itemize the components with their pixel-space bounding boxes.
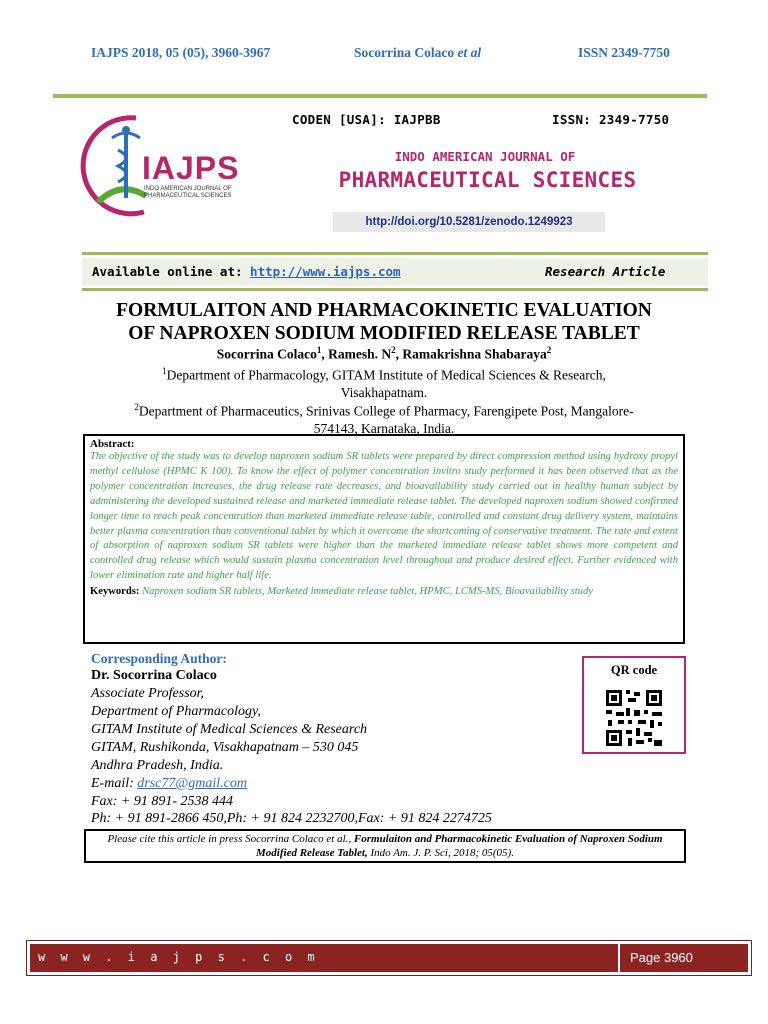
avail-rule-top: [82, 252, 708, 255]
abstract-heading: Abstract:: [90, 438, 135, 450]
corresponding-institute: GITAM Institute of Medical Sciences & Research: [91, 722, 368, 737]
journal-name-big: PHARMACEUTICAL SCIENCES: [338, 168, 637, 192]
keywords-label: Keywords:: [90, 586, 140, 598]
corresponding-state: Andhra Pradesh, India.: [91, 758, 224, 773]
author-1: Socorrina Colaco: [216, 346, 317, 362]
footer-band: [30, 944, 748, 972]
page-number: Page 3960: [618, 944, 748, 972]
coden: CODEN [USA]: IAJPBB: [292, 112, 441, 127]
citation-box: [84, 829, 686, 863]
avail-rule-bottom: [82, 288, 708, 291]
abstract-text: The objective of the study was to develop naproxen sodium SR tablets were prepared by direct compression method using hydroxy propyl methyl cellulose (HPMC K 100). To know the effect of polymer concentration invitro study performed it has been observed that as the polymer concentration increases, the drug release rate decreases, and bioavailability study carried out in healthy human subject by administering the developed sustained release and marketed immediate release tablet. The developed naproxen sodium showed confirmed longer time to reach peak concentration than marketed immediate release table, controlled and constant drug delivery system, maintains better plasma concentration than conventional tablet by which it overcome the shortcoming of conservative treatment. The rate and extent of absorption of naproxen sodium SR tablets were higher than the marketed immediate release tablet shows more competent and controlled drug release which would sustain plasma concentration level throughout and produce desired effect. Further evidenced with lower elimination rate and higher half life.: [90, 451, 678, 582]
affiliation-1: [60, 363, 708, 401]
corresponding-address: GITAM, Rushikonda, Visakhapatnam – 530 045: [91, 740, 359, 755]
article-title-line2: OF NAPROXEN SODIUM MODIFIED RELEASE TABLET: [128, 323, 640, 344]
website-link[interactable]: http://www.iajps.com: [250, 264, 401, 279]
availability-line: [92, 264, 401, 279]
keywords-text: Naproxen sodium SR tablets, Marketed immediate release tablet, HPMC, LCMS-MS, Bioavailability study: [142, 586, 593, 598]
author-2: Ramesh. N: [328, 346, 392, 362]
logo-subtitle: [144, 186, 231, 200]
affiliation-2-mark: 2: [134, 402, 139, 412]
email-link[interactable]: drsc77@gmail.com: [137, 776, 247, 791]
citation-suffix: Indo Am. J. P. Sci, 2018; 05(05).: [367, 847, 514, 859]
affiliation-1-mark: 1: [162, 366, 167, 376]
logo-subtitle-line2: PHARMACEUTICAL SCIENCES: [144, 193, 232, 199]
qr-label: QR code: [610, 663, 658, 677]
affiliation-1-line2: Visakhapatnam.: [340, 384, 428, 400]
running-header-author: [354, 45, 481, 61]
citation-prefix: Please cite this article in press Socorrina Colaco et al.,: [107, 833, 354, 845]
running-header-author-name: Socorrina Colaco: [354, 45, 455, 60]
corresponding-phone: Ph: + 91 891-2866 450,Ph: + 91 824 2232700,Fax: + 91 824 2274725: [91, 811, 492, 826]
qr-box: [582, 656, 686, 754]
author-3: Ramakrishna Shabaraya: [402, 346, 547, 362]
corresponding-dept: Department of Pharmacology,: [91, 704, 261, 719]
corresponding-position: Associate Professor,: [91, 686, 205, 701]
affiliation-1-line1: Department of Pharmacology, GITAM Institute of Medical Sciences & Research,: [166, 367, 606, 383]
article-type: Research Article: [545, 264, 666, 279]
corresponding-email-line: [91, 775, 247, 793]
article-title: [60, 299, 708, 345]
affiliation-2: [60, 399, 708, 437]
keywords: [90, 585, 678, 599]
qr-code-image[interactable]: [604, 688, 664, 748]
author-sep-2: ,: [395, 346, 403, 362]
doi-box: [333, 212, 605, 232]
page-footer: [26, 940, 752, 976]
logo-text: IAJPS: [142, 150, 240, 186]
corresponding-heading: Corresponding Author:: [91, 651, 227, 666]
author-1-affil: 1: [316, 345, 322, 355]
journal-logo: [76, 110, 246, 218]
citation-title: Formulaiton and Pharmacokinetic Evaluation of Naproxen Sodium Modified Release Tablet,: [256, 833, 663, 859]
footer-url[interactable]: w w w . i a j p s . c o m: [38, 950, 319, 964]
authors: [60, 345, 708, 363]
author-sep-1: ,: [321, 346, 329, 362]
availability-label: Available online at:: [92, 264, 243, 279]
journal-issn: ISSN: 2349-7750: [552, 112, 670, 127]
author-2-affil: 2: [391, 345, 396, 355]
affiliation-2-line1: Department of Pharmaceutics, Srinivas College of Pharmacy, Farengipete Post, Mangalore-: [138, 403, 634, 419]
abstract-box: [83, 434, 685, 644]
author-3-affil: 2: [546, 345, 552, 355]
top-rule: [53, 94, 707, 98]
corresponding-name: Dr. Socorrina Colaco: [91, 668, 217, 683]
logo-subtitle-line1: INDO AMERICAN JOURNAL OF: [144, 186, 232, 192]
running-header-issn: ISSN 2349-7750: [578, 45, 670, 60]
email-label: E-mail:: [91, 776, 138, 791]
affiliation-2-line2: 574143, Karnataka, India.: [313, 420, 455, 436]
running-header-et-al: et al: [457, 45, 482, 60]
running-header-citation: IAJPS 2018, 05 (05), 3960-3967: [91, 45, 271, 60]
journal-name-small: INDO AMERICAN JOURNAL OF: [394, 149, 576, 164]
corresponding-fax: Fax: + 91 891- 2538 444: [91, 794, 234, 809]
doi-link[interactable]: http://doi.org/10.5281/zenodo.1249923: [365, 216, 573, 228]
article-title-line1: FORMULAITON AND PHARMACOKINETIC EVALUATION: [116, 300, 652, 321]
